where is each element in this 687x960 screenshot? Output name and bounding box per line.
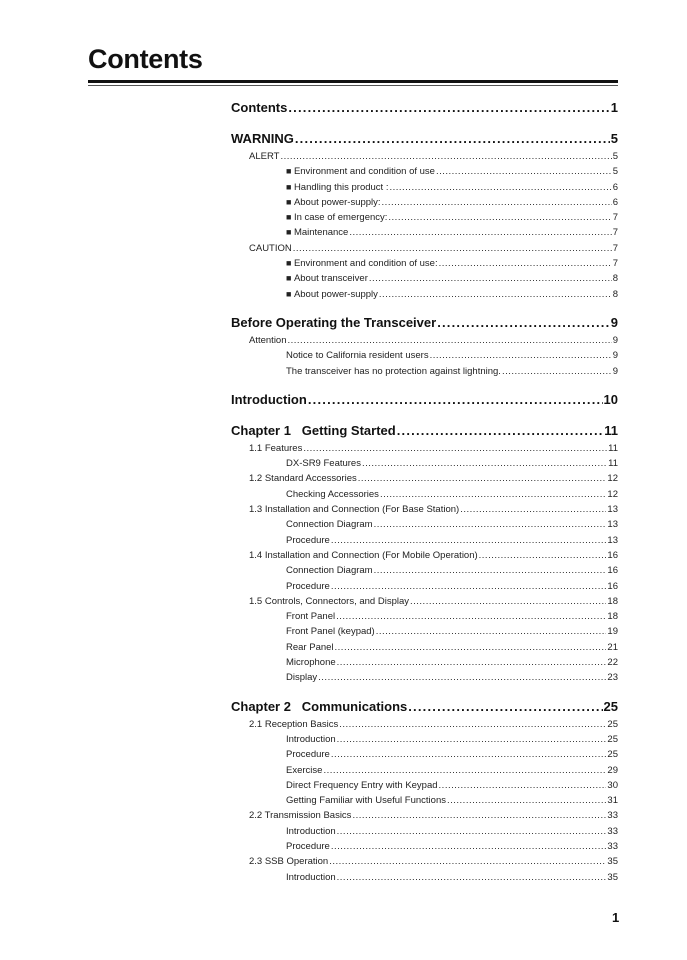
toc-entry-page: 6 (612, 196, 618, 208)
toc-entry-page: 29 (607, 764, 618, 776)
toc-entry[interactable] (231, 456, 618, 471)
toc-entry-label: 1.5 Controls, Connectors, and Display (249, 595, 409, 607)
toc-entry-label: 2.1 Reception Basics (249, 718, 339, 730)
toc-entry-page: 9 (612, 334, 618, 346)
dot-leader (410, 594, 606, 609)
dot-leader (376, 624, 607, 639)
toc-entry-page: 11 (608, 458, 618, 470)
dot-leader (295, 129, 610, 149)
toc-entry-label: Procedure (286, 534, 330, 546)
toc-entry-label: ■ About power-supply (286, 287, 378, 302)
toc-entry[interactable] (231, 793, 618, 808)
dot-leader (358, 471, 607, 486)
toc-entry-label: Microphone (286, 657, 336, 669)
toc-entry[interactable] (231, 210, 618, 225)
toc-entry-page: 11 (604, 422, 618, 438)
toc-entry-label: Notice to California resident users (286, 350, 429, 362)
dot-leader (430, 348, 612, 363)
toc-entry[interactable] (231, 670, 618, 685)
toc-entry[interactable] (231, 854, 618, 869)
toc-entry-page: 31 (607, 795, 618, 807)
toc-entry-page: 12 (607, 488, 618, 500)
page-title: Contents (88, 44, 203, 74)
dot-leader (331, 747, 607, 762)
toc-entry-label: ■ Environment and condition of use: (286, 256, 438, 271)
toc-entry-page: 7 (612, 242, 618, 254)
dot-leader (362, 456, 607, 471)
toc-entry-page: 13 (607, 519, 618, 531)
dot-leader (331, 839, 607, 854)
toc-entry-label: Display (286, 672, 318, 684)
dot-leader (288, 333, 612, 348)
toc-entry[interactable] (231, 609, 618, 624)
toc-entry[interactable] (231, 808, 618, 823)
toc-entry-page: 7 (612, 258, 618, 270)
toc-entry-page: 16 (607, 565, 618, 577)
toc-entry[interactable] (231, 563, 618, 578)
toc-entry-label: Procedure (286, 749, 330, 761)
toc-entry-label: 1.1 Features (249, 442, 303, 454)
toc-entry-page: 35 (607, 871, 618, 883)
toc-entry-page: 19 (607, 626, 618, 638)
toc-entry-page: 12 (607, 473, 618, 485)
dot-leader (397, 421, 604, 441)
toc-entry[interactable] (231, 502, 618, 517)
toc-entry[interactable] (231, 164, 618, 179)
toc-entry[interactable] (231, 348, 618, 363)
dot-leader (374, 517, 607, 532)
toc-entry-label: Procedure (286, 580, 330, 592)
toc-entry-label: Getting Familiar with Useful Functions (286, 795, 446, 807)
toc-entry[interactable] (231, 870, 618, 885)
dot-leader (293, 241, 612, 256)
toc-entry-label: Chapter 1 Getting Started (231, 422, 396, 438)
toc-entry-label: Checking Accessories (286, 488, 379, 500)
dot-leader (439, 256, 612, 271)
dot-leader (460, 502, 606, 517)
toc-entry-label: 2.3 SSB Operation (249, 856, 329, 868)
toc-entry-page: 5 (610, 131, 618, 146)
toc-entry[interactable] (231, 640, 618, 655)
toc-entry-page: 30 (607, 779, 618, 791)
title-rule-thin (88, 85, 618, 86)
toc-entry-label: 1.3 Installation and Connection (For Base Station) (249, 504, 460, 516)
toc-entry[interactable] (231, 655, 618, 670)
toc-entry-label: Contents (231, 100, 288, 115)
dot-leader (389, 180, 611, 195)
toc-entry-page: 33 (607, 810, 618, 822)
toc-entry[interactable] (231, 287, 618, 302)
toc-entry-page: 9 (610, 314, 618, 330)
toc-entry[interactable] (231, 548, 618, 563)
toc-entry-label: Connection Diagram (286, 519, 373, 531)
dot-leader (337, 870, 607, 885)
toc-entry-page: 13 (607, 504, 618, 516)
toc-entry-label: The transceiver has no protection against lightning. (286, 365, 501, 377)
toc-entry-page: 25 (603, 698, 618, 714)
dot-leader (337, 732, 607, 747)
toc-entry-label: Direct Frequency Entry with Keypad (286, 779, 438, 791)
dot-leader (337, 655, 607, 670)
toc-entry-label: ■ In case of emergency: (286, 210, 387, 225)
dot-leader (331, 533, 607, 548)
toc-entry-page: 35 (607, 856, 618, 868)
toc-section-entry[interactable] (231, 390, 618, 410)
toc-entry-page: 8 (612, 273, 618, 285)
toc-entry[interactable] (231, 747, 618, 762)
toc-entry[interactable] (231, 624, 618, 639)
toc-entry[interactable] (231, 195, 618, 210)
toc-entry-label: ■ About power-supply: (286, 195, 381, 210)
toc-entry-page: 22 (607, 657, 618, 669)
dot-leader (280, 149, 611, 164)
toc-entry[interactable] (231, 717, 618, 732)
toc-entry-label: 2.2 Transmission Basics (249, 810, 352, 822)
toc-entry-label: Chapter 2 Communications (231, 698, 408, 714)
toc-entry-label: Introduction (286, 733, 336, 745)
dot-leader (339, 717, 606, 732)
dot-leader (447, 793, 606, 808)
toc-entry[interactable] (231, 271, 618, 286)
toc-entry-label: ■ Handling this product : (286, 180, 388, 195)
toc-entry-label: 1.2 Standard Accessories (249, 473, 357, 485)
toc-entry-label: CAUTION (249, 242, 292, 254)
toc-entry[interactable] (231, 517, 618, 532)
page-number: 1 (612, 910, 620, 925)
toc-entry-page: 25 (607, 718, 618, 730)
dot-leader (374, 563, 607, 578)
dot-leader (318, 670, 606, 685)
toc-entry-page: 8 (612, 288, 618, 300)
toc-entry[interactable] (231, 471, 618, 486)
toc-entry-page: 25 (607, 733, 618, 745)
toc-entry-page: 5 (612, 166, 618, 178)
toc-entry-label: Attention (249, 334, 287, 346)
toc-entry-label: WARNING (231, 131, 294, 146)
dot-leader (502, 364, 612, 379)
toc-section-entry[interactable] (231, 421, 618, 441)
toc-entry-label: Introduction (286, 825, 336, 837)
toc-entry-page: 7 (612, 227, 618, 239)
toc-entry-label: DX-SR9 Features (286, 458, 361, 470)
toc-entry[interactable] (231, 732, 618, 747)
dot-leader (335, 640, 607, 655)
dot-leader (380, 487, 606, 502)
toc-entry-label: Front Panel (286, 611, 336, 623)
toc-section-entry[interactable] (231, 313, 618, 333)
dot-leader (382, 195, 612, 210)
dot-leader (303, 441, 607, 456)
toc-entry-label: Rear Panel (286, 641, 334, 653)
toc-entry-label: Connection Diagram (286, 565, 373, 577)
toc-section-entry[interactable] (231, 129, 618, 149)
toc-entry-page: 6 (612, 181, 618, 193)
toc-entry[interactable] (231, 149, 618, 164)
toc-entry-page: 25 (607, 749, 618, 761)
dot-leader (308, 390, 603, 410)
toc-entry-page: 13 (607, 534, 618, 546)
toc-entry-page: 10 (603, 391, 618, 407)
toc-entry-page: 21 (607, 641, 618, 653)
dot-leader (436, 164, 612, 179)
toc-entry-page: 9 (612, 365, 618, 377)
toc-entry-label: 1.4 Installation and Connection (For Mobile Operation) (249, 549, 478, 561)
dot-leader (439, 778, 607, 793)
toc-entry-label: ■ Environment and condition of use (286, 164, 435, 179)
toc-entry-page: 11 (608, 442, 618, 454)
toc-entry-label: Front Panel (keypad) (286, 626, 375, 638)
toc-entry-page: 9 (612, 350, 618, 362)
toc-section-entry[interactable] (231, 697, 618, 717)
toc-entry[interactable] (231, 333, 618, 348)
toc-entry[interactable] (231, 533, 618, 548)
dot-leader (336, 609, 606, 624)
toc-entry[interactable] (231, 441, 618, 456)
dot-leader (329, 854, 606, 869)
toc-entry[interactable] (231, 225, 618, 240)
toc-entry[interactable] (231, 778, 618, 793)
toc-entry-page: 33 (607, 840, 618, 852)
table-of-contents (231, 98, 618, 885)
toc-entry-label: ALERT (249, 151, 280, 162)
dot-leader (479, 548, 607, 563)
toc-entry-page: 23 (607, 672, 618, 684)
toc-entry-page: 18 (607, 595, 618, 607)
dot-leader (388, 210, 611, 225)
toc-entry[interactable] (231, 487, 618, 502)
toc-entry-label: Exercise (286, 764, 323, 776)
toc-entry-page: 33 (607, 825, 618, 837)
dot-leader (352, 808, 606, 823)
dot-leader (408, 697, 602, 717)
toc-entry[interactable] (231, 256, 618, 271)
toc-section-entry[interactable] (231, 98, 618, 118)
toc-entry[interactable] (231, 763, 618, 778)
toc-entry-page: 16 (607, 549, 618, 561)
toc-entry-page: 7 (612, 212, 618, 224)
toc-entry[interactable] (231, 579, 618, 594)
toc-entry-label: Before Operating the Transceiver (231, 314, 437, 330)
dot-leader (379, 287, 612, 302)
toc-entry[interactable] (231, 180, 618, 195)
dot-leader (331, 579, 607, 594)
toc-entry[interactable] (231, 824, 618, 839)
toc-entry-page: 5 (612, 151, 618, 162)
dot-leader (437, 313, 610, 333)
dot-leader (323, 763, 606, 778)
toc-entry-page: 16 (607, 580, 618, 592)
toc-entry[interactable] (231, 364, 618, 379)
toc-entry[interactable] (231, 839, 618, 854)
toc-entry-label: ■ About transceiver (286, 271, 368, 286)
dot-leader (337, 824, 607, 839)
dot-leader (369, 271, 612, 286)
dot-leader (349, 225, 611, 240)
toc-entry-label: Procedure (286, 840, 330, 852)
toc-entry[interactable] (231, 594, 618, 609)
toc-entry[interactable] (231, 241, 618, 256)
title-rule-thick (88, 80, 618, 83)
toc-entry-label: ■ Maintenance (286, 225, 348, 240)
toc-entry-label: Introduction (286, 871, 336, 883)
dot-leader (288, 98, 609, 118)
toc-entry-page: 18 (607, 611, 618, 623)
toc-entry-label: Introduction (231, 391, 307, 407)
toc-entry-page: 1 (610, 100, 618, 115)
